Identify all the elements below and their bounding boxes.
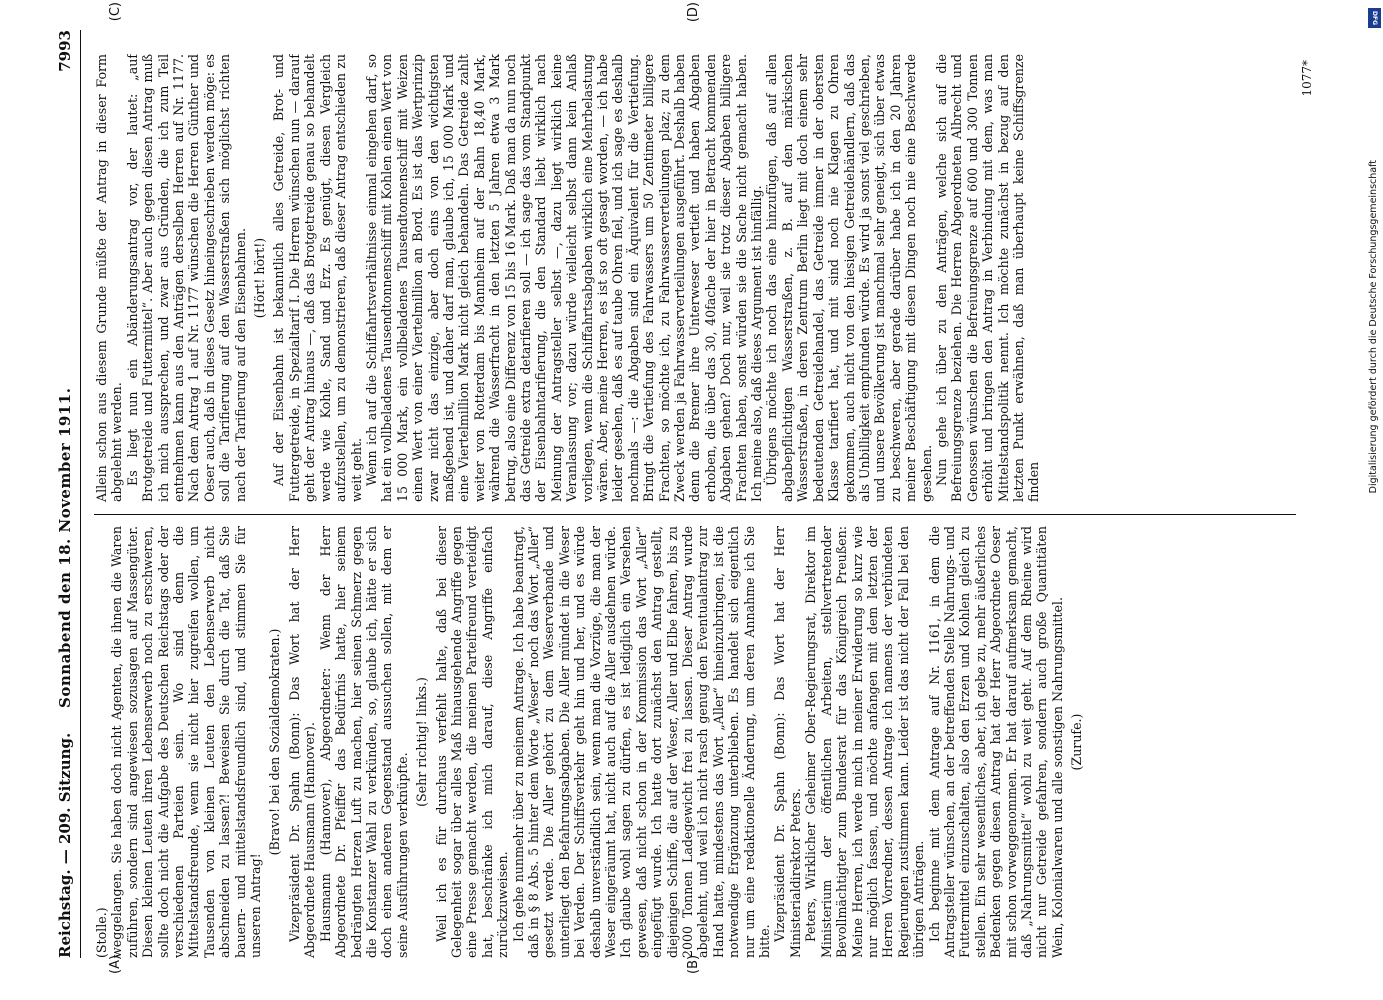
paragraph: Allein schon aus diesem Grunde müßte der Antrag in dieser Form abgelehnt werden. (94, 54, 125, 502)
page-number: 7993 (56, 30, 74, 72)
paragraph: Ich beginne mit dem Antrage auf Nr. 1161, in dem die Antragsteller wünschen, an der betreffenden Stelle Nahrungs- und Futtermittel einzuschalten, also den Erzen und Kohlen gleich zu stellen. Ein sehr wesentliches, aber, ich gebe zu, mehr äußerliches Bedenken gegen diesen Antrag hat der Herr Abgeordnete Oeser mit schon vorweggenommen. Er hat darauf aufmerksam gemacht, daß „Nahrungsmittel“ wohl zu weit geht. Auf dem Rheine wird nicht nur Getreide gefahren, sondern auch große Quantitäten Wein, Kolonialwaren und alle sonstigen Nahrungsmittel. (926, 526, 1065, 958)
paragraph: weggelangen. Sie haben doch nicht Agenten, die ihnen die Waren zuführen, sondern sind angewiesen sozusagen auf Massengüter. Diesen kleinen Leuten ihren Lebenserwerb noch zu erschweren, sollte doch nicht die Aufgabe des Deutschen Reichstags oder der verschiedenen Parteien sein. Wo sind denn die Mittelstandsfreunde, wenn sie nicht hier zugreifen wollen, um Tausenden von kleinen Leuten den Lebenserwerb nicht abschneiden zu lassen?! Beweisen Sie durch die Tat, daß Sie bauern- und mittelstandsfreundlich sind, und stimmen Sie für unseren Antrag! (109, 526, 264, 958)
paragraph: Wenn ich auf die Schiffahrtsverhältnisse einmal eingehen darf, so hat ein vollbeladenes Tausendtonnenschiff mit Kohlen einen Wert von 15 000 Mark, ein vollbeladenes Tausendtonnenschiff mit Weizen einen Wert von einer Viertelmillion an Bord. Es ist das Wertprinzip zwar nicht das einzige, aber doch eins von den wichtigsten maßgebend ist, und daher darf man, glaube ich, 15 000 Mark und eine Viertelmillion Mark nicht gleich behandeln. Das Getreide zahlt weiter von Rotterdam bis Mannheim auf der Bahn 18,40 Mark, während die Wasserfracht in den letzten 5 Jahren etwa 3 Mark betrug, also eine Differenz von 15 bis 16 Mark. Daß man da nun noch das Getreide extra detarifieren soll — ich sage das vom Standpunkt der Eisenbahntarifierung, die den Standard liebt wirklich nach Meinung der Antragsteller selbst —, dazu liegt wirklich keine Veranlassung vor; dazu würde vielleicht selbst dann kein Anlaß vorliegen, wenn die Schiffahrtsabgaben wirklich eine Mehrbelastung wären. Aber, meine Herren, es ist so oft gesagt worden, — ich habe leider gesehen, daß es auf taube Ohren fiel, und ich sage es deshalb nochmals —: die Abgaben sind ein Äquivalent für die Vertiefung. Bringt die Vertiefung des Fahrwassers um 50 Zentimeter billigere Frachten, so möchte ich, zu Fahrwasserverteilungen plaz; zu dem Zweck werden ja Fahrwasserverteilungen ausgeführt. Deshalb haben denn die Bremer ihre Unterweser vertieft und haben Abgaben erhoben, die über das 30, 40fache der hier in Betracht kommenden Abgaben gehen? Doch nur, weil sie trotz dieser Abgaben billigere Frachten haben, sonst würden sie die Sache nicht gemacht haben. Ich meine also, daß dieses Argument ist hinfällig. (363, 54, 765, 502)
paragraph: Ich gehe nunmehr über zu meinem Antrage. Ich habe beantragt, daß in § 8 Abs. 5 hinter dem Worte „Weser“ noch das Wort „Aller“ gesetzt werde. Die Aller gehört zu dem Weserverbande und unterliegt den Befahrungsabgaben. Die Aller mündet in die Weser bei Verden. Der Schiffsverkehr geht hin und her, und es würde deshalb unverständlich sein, wenn man die Vorzüge, die man der Weser eingeräumt hat, nicht auch auf die Aller ausdehnen würde. Ich glaube wohl sagen zu dürfen, es ist lediglich ein Versehen gewesen, daß nicht schon in der Kommission das Wort „Aller“ eingefügt wurde. Ich hatte dort zunächst den Antrag gestellt, diejenigen Schiffe, die auf der Weser, Aller und Elbe fahren, bis zu 2000 Tonnen Ladegewicht frei zu lassen. Dieser Antrag wurde abgelehnt, und weil ich nicht rasch genug den Eventualantrag zur Hand hatte, mindestens das Wort „Aller“ hineinzubringen, ist die notwendige Ergänzung unterblieben. Es handelt sich eigentlich nur um eine redaktionelle Änderung, um deren Annahme ich Sie bitte. (510, 526, 773, 958)
paragraph: Peters, Wirklicher Geheimer Ober-Regierungsrat, Direktor im Ministerium der öffentlichen Arbeiten, stellvertretender Bevollmächtigter zum Bundesrat für das Königreich Preußen: Meine Herren, ich werde mich in meiner Erwiderung so kurz wie nur möglich fassen, und möchte anfangen mit dem letzten der Herren Vorredner, dessen Antrage ich namens der verbündeten Regierungen zustimmen kann. Leider ist das nicht der Fall bei den übrigen Anträgen. (803, 526, 927, 958)
margin-marker-d: (D) (686, 2, 701, 23)
paragraph: Vizepräsident Dr. Spahn (Bonn): Das Wort hat der Herr Ministerialdirektor Peters. (772, 526, 803, 958)
reaction: (Bravo! bei den Sozialdemokraten.) (267, 628, 283, 856)
digitization-credit: Digitalisierung gefördert durch die Deutsche Forschungsgemeinschaft (1368, 160, 1379, 494)
dfg-logo: DFG (1368, 8, 1381, 28)
reaction: (Hört! hört!) (252, 237, 268, 319)
paragraph: Weil ich es für durchaus verfehlt halte, daß bei dieser Gelegenheit sogar über alles Maß hinausgehende Angriffe gegen eine Presse gemacht werden, die meinen Parteifreund verteidigt hat, beschränke ich mich darauf, diese Angriffe einfach zurückzuweisen. (433, 526, 511, 958)
header-date: Sonnabend den 18. November 1911. (56, 387, 74, 708)
paragraph: Vizepräsident Dr. Spahn (Bonn): Das Wort hat der Herr Abgeordnete Hausmann (Hannover). (286, 526, 318, 958)
paragraph: Nun gehe ich über zu den Anträgen, welche sich auf die Befreiungsgrenze beziehen. Die Herren Abgeordneten Albrecht und Genossen wünschen die Befreiungsgrenze auf 600 und 300 Tonnen erhöht und bringen den Antrag in Verbindung mit dem, was man Mittelstandspolitik nennt. Ich möchte zunächst in bezug auf den letzten Punkt erwähnen, daß man überhaupt keine Schiffsgrenze finden (933, 54, 1042, 502)
margin-marker-c: (C) (108, 2, 123, 22)
paragraph: Es liegt nun ein Abänderungsantrag vor, der lautet: „auf Brotgetreide und Futtermittel“. Aber auch gegen diesen Antrag muß ich mich aussprechen, und zwar aus Gründen, die ich zum Teil entnehmen kann aus den Anträgen derselben Herren auf Nr. 1177. Nach dem Antrag 1 auf Nr. 1177 wünschen die Herren Günther und Oeser auch, daß in dieses Gesetz hineingeschrieben werden möge: es soll die Tarifierung auf den Wasserstraßen sich möglichst richten nach der Tarifierung auf den Eisenbahnen. (124, 54, 248, 502)
page-header (54, 30, 81, 958)
paragraph: Auf der Eisenbahn ist bekanntlich alles Getreide, Brot- und Futtergetreide, in Spezialtarif I. Die Herren wünschen nun — darauf geht der Antrag hinaus —, daß das Brotgetreide genau so behandelt werde wie Kohle, Sand und Erz. Es genügt, diesen Vergleich aufzustellen, um zu demonstrieren, daß dieser Antrag entschieden zu weit geht. (271, 54, 364, 502)
left-column (94, 526, 1296, 958)
document-page (46, 2, 1336, 980)
column-divider (94, 514, 1296, 515)
reaction: (Sehr richtig! links.) (414, 677, 430, 807)
reaction: (Zurufe.) (1069, 713, 1085, 771)
paragraph: Übrigens möchte ich noch das eine hinzufügen, daß auf allen abgabepflichtigen Wasserstraßen, z. B. auf den märkischen Wasserstraßen, in deren Zentrum Berlin liegt mit doch einem sehr bedeutenden Getreidehandel, das Getreide immer in der obersten Klasse tarifiert hat, und mit sind noch nie Klagen zu Ohren gekommen, auch nicht von den hiesigen Getreidehändlern, daß das als Unbilligkeit empfunden würde. Es wird ja sonst viel geschrieben, und unsere Bevölkerung ist manchmal sehr geneigt, sich über etwas zu beschweren, aber gerade darüber habe ich in den 20 Jahren meiner Beschäftigung mit diesen Dingen noch nie eine Beschwerde gesehen. (764, 54, 934, 502)
header-left: Reichstag. — 209. Sitzung. (56, 732, 74, 958)
right-column (94, 54, 1296, 502)
margin-marker-a: (A) (108, 954, 123, 974)
speaker-tag: (Stolle.) (94, 907, 109, 958)
margin-marker-b: (B) (686, 954, 701, 974)
page-footnote: 1077* (1300, 60, 1314, 97)
paragraph: Hausmann (Hannover), Abgeordneter: Wenn der Herr Abgeordnete Dr. Pfeiffer das Bedürfnis hatte, hier seinem bedrängten Herzen Luft zu machen, hier seinen Schmerz gegen die Konstanzer Wahl zu verkünden, so, glaube ich, hätte er sich doch einen anderen Gegenstand aussuchen sollen, mit dem er seine Ausführungen verknüpfte. (317, 526, 410, 958)
